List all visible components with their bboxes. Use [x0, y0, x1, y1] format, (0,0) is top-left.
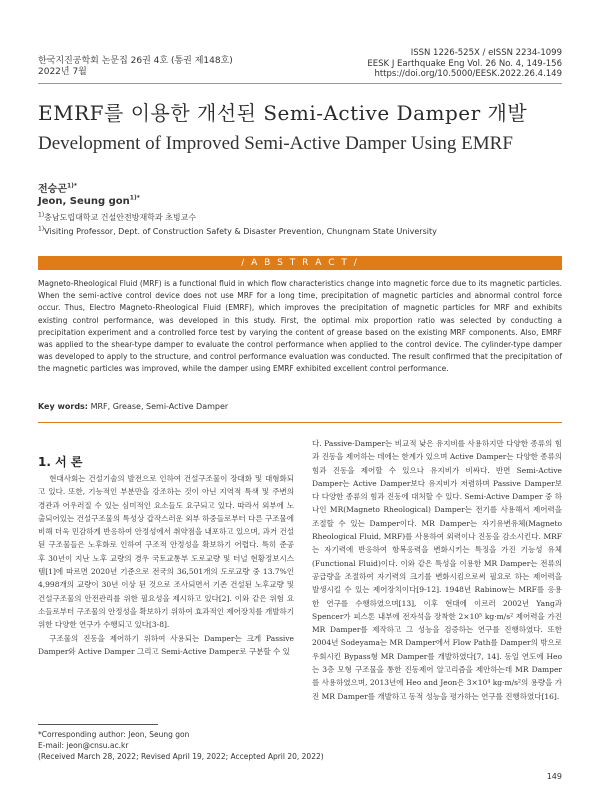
author-name-ko: 전승곤 — [38, 184, 67, 195]
footnote — [38, 729, 324, 762]
journal-header-left — [38, 56, 233, 78]
keywords-list: MRF, Grease, Semi-Active Damper — [90, 402, 229, 411]
footnote-divider — [38, 724, 158, 725]
affiliation-english — [38, 227, 437, 236]
paper-title-english: Development of Improved Semi-Active Damper Using EMRF — [38, 133, 513, 154]
body-column-left — [38, 472, 294, 658]
keywords — [38, 402, 228, 411]
issn: ISSN 1226-525X / eISSN 2234-1099 — [410, 48, 562, 58]
paper-title-korean: EMRF를 이용한 개선된 Semi-Active Damper 개발 — [38, 101, 528, 125]
aff2-sup: 1) — [38, 225, 45, 233]
journal-header-right — [367, 48, 562, 80]
author-korean — [38, 180, 77, 195]
paragraph: 다. Passive-Damper는 비교적 낮은 유지비를 사용하지만 다양한 종류의 힘과 진동을 제어하는 데에는 한계가 있으며 Active Damper는 다양한 종류의 힘과 진동을 제어할 수 있으나 유지비가 비싸다. 반면 Semi-Active Damper는 Active Damper보다 유지비가 저렴하며 Passive Damper보다 다양한 종류의 힘과 진동에 대처할 수 있다. Semi-Active Damper 중 하나인 MR(Magneto Rheological) Damper는 전기를 사용해서 제어력을 조절할 수 있는 Damper이다. MR Damper는 자기유변유체(Magneto Rheological Fluid, MRF)를 사용하여 외력이나 진동을 감소시킨다. MRF는 자기력에 반응하여 항복응력을 변화시키는 특징을 가진 기능성 유체(Functional Fluid)이다. 이와 같은 특성을 이용한 MR Damper는 전류의 공급량을 조절하여 자기력의 크기를 변화시킴으로써 필요로 하는 제어력을 발생시킬 수 있는 제어장치이다[9-12]. 1948년 Rabinow는 MRF를 응용한 연구를 수행하였으며[13], 이후 현대에 이르러 2002년 Yang과 Spencer가 피스톤 내부에 전자석을 장착한 2×10⁵ kg·m/s² 제어력을 가진 MR Damper를 제작하고 그 성능을 검증하는 연구를 진행하였다. 또한 2004년 Sodeyama는 MR Damper에서 Flow Path를 Damper의 밖으로 우회시킨 Bypass형 MR Damper를 개발하였다[7, 14]. 동일 연도에 Heo는 3층 모형 구조물을 통한 진동제어 알고리즘을 제안하는데 MR Damper를 사용하였으며, 2013년에 Heo and Jeon은 3×10⁴ kg·m/s²의 용량을 가진 MR Damper를 개발하고 동적 성능을 평가하는 연구를 진행하였다[16]. — [312, 439, 562, 701]
doi-link[interactable]: https://doi.org/10.5000/EESK.2022.26.4.149 — [374, 69, 562, 79]
author-sup-en: 1)* — [129, 194, 140, 202]
journal-name-ko: 한국지진공학회 논문집 26권 4호 (통권 제148호) — [38, 56, 233, 66]
page-number: 149 — [546, 772, 562, 781]
body-column-right — [312, 437, 562, 703]
affiliation-korean — [38, 212, 196, 223]
paragraph: 현대사회는 건설기술의 발전으로 인하여 건설구조물이 장대화 및 대형화되고 있다. 또한, 기능적인 부분만을 강조하는 것이 아닌 지역적 특색 및 주변의 경관과 어우러질 수 있는 심미적인 요소들도 요구되고 있다. 따라서 외부에 노출되어있는 건설구조물의 특성상 갑작스러운 외부 하중들로부터 다른 구조물에 비해 더욱 민감하게 반응하여 안정성에서 취약점을 내포하고 있으며, 과거 건설된 구조물들은 노후화로 인하여 구조적 안정성을 확보하기 어렵다. 특히 준공 후 30년이 지난 노후 교량의 경우 국토교통부 도로교량 및 터널 현황정보시스템[1]에 따르면 2020년 기준으로 전국의 36,501개의 도로교량 중 13.7%인 4,998개의 교량이 30년 이상 된 것으로 조사되면서 기존 건설된 노후교량 및 건설구조물의 안전관리를 위한 필요성을 제시하고 있다[2]. 이와 같은 위험 요소들로부터 구조물의 안정성을 확보하기 위하여 효과적인 제어장치를 개발하기 위한 다양한 연구가 수행되고 있다[3-8]. — [38, 474, 294, 630]
author-name-en: Jeon, Seung gon — [38, 196, 130, 207]
abstract-banner: / A B S T R A C T / — [38, 256, 562, 270]
corresponding-author: *Corresponding author: Jeon, Seung gon — [38, 730, 190, 739]
journal-name-en: EESK J Earthquake Eng Vol. 26 No. 4, 149-156 — [367, 58, 562, 69]
paragraph: 구조물의 진동을 제어하기 위하여 사용되는 Damper는 크게 Passive Damper와 Active Damper 그리고 Semi-Active Damper로 구분할 수 있 — [38, 633, 294, 656]
keywords-label: Key words: — [38, 402, 89, 411]
header-divider — [38, 83, 562, 84]
abstract-text: Magneto-Rheological Fluid (MRF) is a functional fluid in which flow characteristics change into magnetic force due to its magnetic particles. When the semi-active control device does not use MRF for a long time, precipitation of magnetic particles and abnormal control force occur. Thus, Electro Magneto-Rheological Fluid (EMRF), which improves the precipitation of magnetic particles for MRF and exhibits existing control performance, was developed in this study. First, the optimal mix proportion ratio was selected by conducting a precipitation experiment and a controlled force test by varying the content of grease based on the existing MRF components. Also, EMRF was applied to the shear-type damper to evaluate the control performance when applied to the control device. The cylinder-type damper was developed to apply to the structure, and control performance evaluation was conducted. The result confirmed that the precipitation of the magnetic particles was improved, while the damper using EMRF exhibited excellent control performance. — [38, 279, 562, 374]
author-email[interactable]: E-mail: jeon@cnsu.ac.kr — [38, 741, 129, 750]
aff2-text: Visiting Professor, Dept. of Construction Safety & Disaster Prevention, Chungnam State University — [44, 227, 437, 236]
aff1-text: 충남도립대학교 건설안전방재학과 초빙교수 — [44, 213, 197, 222]
abstract-divider — [38, 422, 562, 423]
author-english — [38, 196, 140, 207]
aff1-sup: 1) — [38, 211, 45, 219]
author-sup-ko: 1)* — [66, 182, 78, 190]
journal-date-ko: 2022년 7월 — [38, 67, 87, 77]
section-heading-introduction: 1. 서 론 — [38, 455, 83, 469]
received-dates: (Received March 28, 2022; Revised April 19, 2022; Accepted April 20, 2022) — [38, 752, 324, 761]
